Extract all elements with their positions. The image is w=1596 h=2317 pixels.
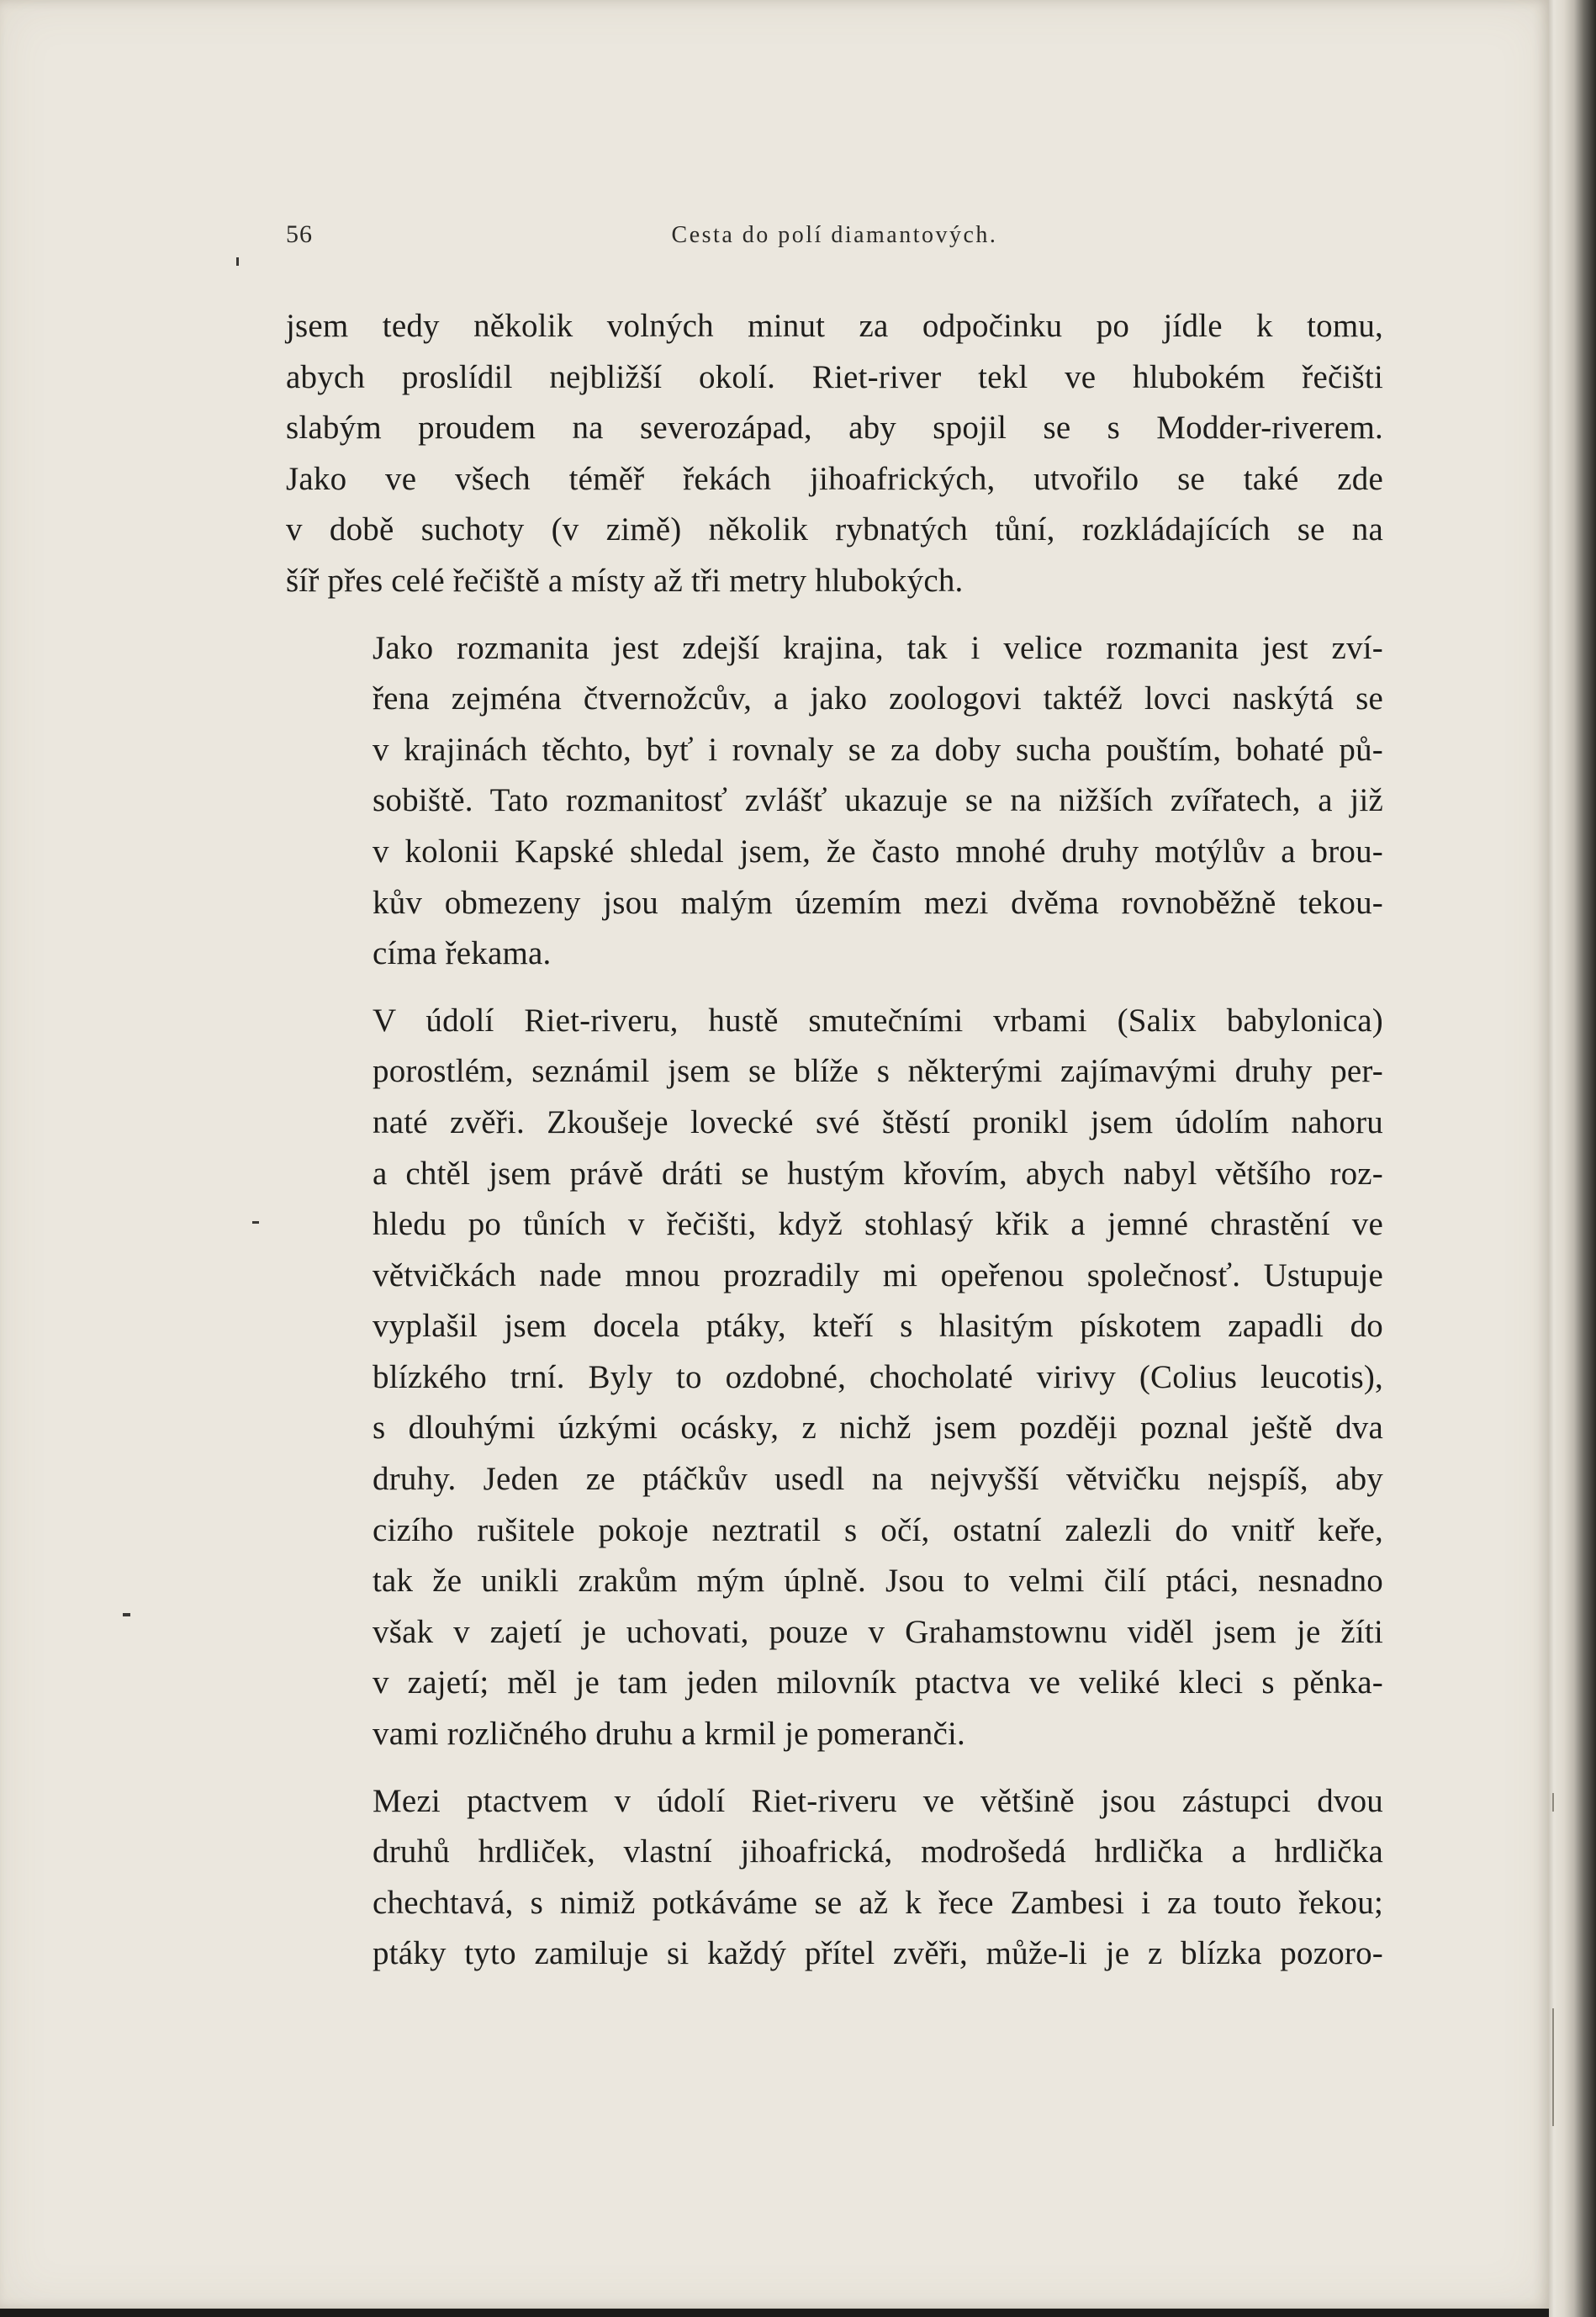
- text-line: kův obmezeny jsou malým územím mezi dvěma rovnoběžně tekou-: [373, 884, 1383, 921]
- paragraph-2: [286, 623, 1383, 980]
- text-line: naté zvěři. Zkoušeje lovecké své štěstí pronikl jsem údolím nahoru: [373, 1103, 1383, 1140]
- paragraph-4: [286, 1776, 1383, 1980]
- text-line: vyplašil jsem docela ptáky, kteří s hlasitým pískotem zapadli do: [373, 1308, 1383, 1345]
- text-line: druhů hrdliček, vlastní jihoafrická, modrošedá hrdlička a hrdlička: [373, 1833, 1383, 1870]
- text-line: V údolí Riet-riveru, hustě smutečními vrbami (Salix babylonica): [373, 1002, 1383, 1039]
- text-line: v době suchoty (v zimě) několik rybnatých tůní, rozkládajících se na: [286, 511, 1383, 548]
- page-header: [286, 220, 1383, 254]
- text-line: vami rozličného druhu a krmil je pomeranči.: [373, 1716, 965, 1753]
- margin-speck: [252, 1221, 259, 1224]
- text-line: abych proslídil nejbližší okolí. Riet-river tekl ve hlubokém řečišti: [286, 358, 1383, 395]
- text-line: šíř přes celé řečiště a místy až tři metry hlubokých.: [286, 562, 964, 599]
- text-line: v zajetí; měl je tam jeden milovník ptactva ve veliké kleci s pěnka-: [373, 1664, 1383, 1701]
- text-line: blízkého trní. Byly to ozdobné, chocholaté virivy (Colius leucotis),: [373, 1358, 1383, 1395]
- text-line: s dlouhými úzkými ocásky, z nichž jsem později poznal ještě dva: [373, 1410, 1383, 1447]
- text-line: jsem tedy několik volných minut za odpočinku po jídle k tomu,: [286, 308, 1383, 344]
- running-title: Cesta do polí diamantových.: [671, 222, 998, 248]
- text-line: druhy. Jeden ze ptáčkův usedl na nejvyšší větvičku nejspíš, aby: [373, 1461, 1383, 1498]
- paragraph-1: [286, 301, 1383, 607]
- text-line: Jako rozmanita jest zdejší krajina, tak i velice rozmanita jest zví-: [373, 629, 1383, 666]
- page-edge: [1549, 0, 1596, 2317]
- margin-speck: [123, 1613, 130, 1616]
- paragraph-3: [286, 996, 1383, 1760]
- edge-mark: [1552, 2008, 1554, 2126]
- text-line: címa řekama.: [373, 935, 552, 972]
- text-line: hledu po tůních v řečišti, když stohlasý křik a jemné chrastění ve: [373, 1206, 1383, 1243]
- text-line: však v zajetí je uchovati, pouze v Grahamstownu viděl jsem je žíti: [373, 1613, 1383, 1650]
- text-line: cizího rušitele pokoje neztratil s očí, ostatní zalezli do vnitř keře,: [373, 1511, 1383, 1548]
- text-line: v krajinách těchto, byť i rovnaly se za doby sucha pouštím, bohaté pů-: [373, 731, 1383, 768]
- text-line: Jako ve všech téměř řekách jihoafrických, utvořilo se také zde: [286, 460, 1383, 497]
- edge-mark: [1552, 1793, 1554, 1812]
- text-line: porostlém, seznámil jsem se blíže s některými zajímavými druhy per-: [373, 1053, 1383, 1090]
- margin-speck: [236, 257, 239, 266]
- text-line: v kolonii Kapské shledal jsem, že často mnohé druhy motýlův a brou-: [373, 833, 1383, 870]
- body-text: [286, 301, 1383, 1996]
- page-number: 56: [286, 220, 313, 248]
- text-line: slabým proudem na severozápad, aby spojil se s Modder-riverem.: [286, 410, 1383, 447]
- text-line: ptáky tyto zamiluje si každý přítel zvěři, může-li je z blízka pozoro-: [373, 1935, 1383, 1972]
- text-line: a chtěl jsem právě dráti se hustým křovím, abych nabyl většího roz-: [373, 1155, 1383, 1192]
- text-line: řena zejména čtvernožcův, a jako zoologovi taktéž lovci naskýtá se: [373, 680, 1383, 717]
- text-line: tak že unikli zrakům mým úplně. Jsou to velmi čilí ptáci, nesnadno: [373, 1563, 1383, 1600]
- text-line: chechtavá, s nimiž potkáváme se až k řece Zambesi i za touto řekou;: [373, 1884, 1383, 1921]
- text-line: větvičkách nade mnou prozradily mi opeřenou společnosť. Ustupuje: [373, 1256, 1383, 1293]
- text-line: Mezi ptactvem v údolí Riet-riveru ve většině jsou zástupci dvou: [373, 1782, 1383, 1819]
- text-line: sobiště. Tato rozmanitosť zvlášť ukazuje se na nižších zvířatech, a již: [373, 782, 1383, 819]
